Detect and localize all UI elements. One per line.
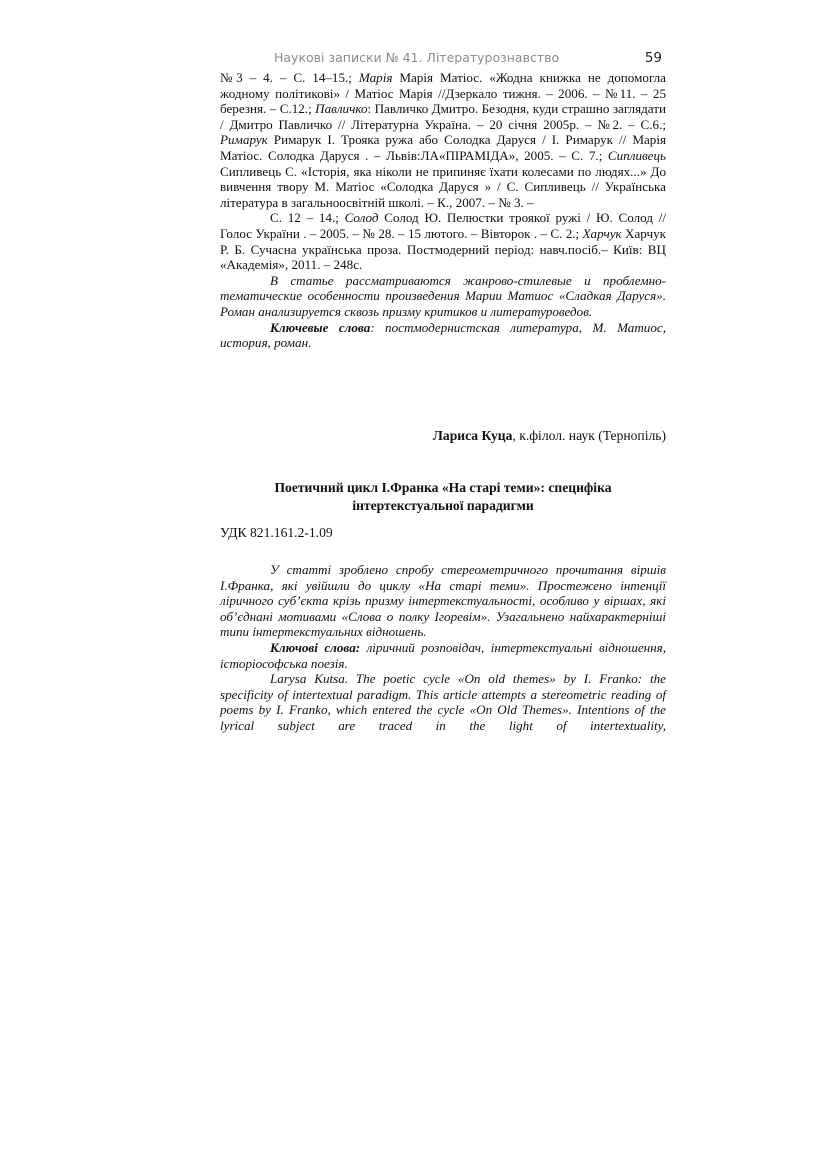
ua-abstract: У статті зроблено спробу стереометричного прочитання віршів І.Франка, які увійшли до циклу «На старі теми». Простежено інтенції ліричного суб’єкта крізь призму інтертекстуальності, особливо у віршах, які об’єднані мотивами «Слова о полку Ігоревім». Узагальнено найхарактерніші типи інтертекстуальних відношень. bbox=[220, 562, 666, 640]
journal-title: Наукові записки № 41. Літературознавство bbox=[274, 50, 560, 65]
ref-text: Римарук І. Трояка ружа або Солодка Даруся / І. Римарук // Марія Матіос. Солодка Даруся . – Львів:ЛА«ПІРАМІДА», 2005. – С. 7.; bbox=[220, 132, 666, 163]
reference-paragraph-1 bbox=[220, 70, 666, 210]
abstract-block bbox=[220, 562, 666, 734]
ref-text: С. 12 – 14.; bbox=[270, 210, 345, 226]
ref-key: Римарук bbox=[220, 132, 268, 148]
ref-text: Харчук Р. Б. Сучасна українська проза. Постмодерний період: навч.посіб.– Київ: ВЦ «Академія», 2011. – 248с. bbox=[220, 225, 666, 273]
ref-text: : Павличко Дмитро. Безодня, куди страшно заглядати / Дмитро Павличко // Літературна Україна. – 20 січня 2005р. – №2. – С.6.; bbox=[220, 101, 666, 132]
running-head bbox=[220, 50, 666, 68]
ru-keywords-text: : постмодернистская литература, М. Матиос, история, роман. bbox=[220, 319, 666, 351]
article-title bbox=[220, 479, 666, 515]
author-name: Лариса Куца bbox=[432, 428, 513, 443]
reference-paragraph-2 bbox=[220, 210, 666, 272]
ref-text: №3 – 4. – С. 14–15.; bbox=[220, 70, 359, 85]
ref-key: Марія bbox=[358, 70, 393, 85]
en-abstract: Larysa Kutsa. The poetic cycle «On old themes» by I. Franko: the specificity of intertextual paradigm. This article attempts a stereometric reading of poems by I. Franko, which entered the cycle «On Old Themes». Intentions of the lyrical subject are traced in the light of intertextuality, bbox=[220, 671, 666, 733]
article-title-line-1: Поетичний цикл І.Франка «На старі теми»: специфіка bbox=[274, 480, 612, 495]
ru-abstract: В статье рассматриваются жанрово-стилевые и проблемно-тематические особенности произведения Марии Матиос «Сладкая Даруся». Роман анализируется сквозь призму критиков и литературоведов. bbox=[220, 272, 666, 319]
author-details: , к.філол. наук (Тернопіль) bbox=[512, 428, 666, 443]
ref-key: Солод bbox=[344, 210, 379, 226]
page-number: 59 bbox=[644, 50, 662, 66]
ref-text: Марія Матіос. «Жодна книжка не допомогла жодному політикові» / Матіос Марія //Дзеркало тижня. – 2006. – №11. – 25 березня. – С.12.; bbox=[220, 70, 666, 117]
author-line bbox=[220, 428, 666, 444]
ua-keywords-label: Ключові слова: bbox=[270, 639, 361, 655]
ref-key: Харчук bbox=[582, 225, 622, 241]
ru-keywords-label: Ключевые слова bbox=[270, 319, 371, 335]
ref-key: Сипливець bbox=[607, 147, 666, 163]
references-block bbox=[220, 70, 666, 351]
ru-keywords bbox=[220, 320, 666, 351]
ref-text: Сипливець С. «Історія, яка ніколи не припиняє їхати колесами по людях...» До вивчення твору М. Матіос «Солодка Даруся » / С. Сипливець // Українська література в загальноосвітній школі. – К., 2007. – № 3. – bbox=[220, 163, 666, 210]
udk-code: УДК 821.161.2-1.09 bbox=[220, 525, 333, 540]
ua-keywords bbox=[220, 640, 666, 671]
article-title-line-2: інтертекстуальної парадигми bbox=[352, 498, 534, 513]
ref-text: Солод Ю. Пелюстки троякої ружі / Ю. Солод // Голос України . – 2005. – № 28. – 15 лютого. – Вівторок . – С. 2.; bbox=[220, 210, 666, 241]
ref-key: Павличко bbox=[315, 101, 368, 117]
ua-keywords-text: ліричний розповідач, інтертекстуальні відношення, історіософська поезія. bbox=[220, 639, 666, 671]
